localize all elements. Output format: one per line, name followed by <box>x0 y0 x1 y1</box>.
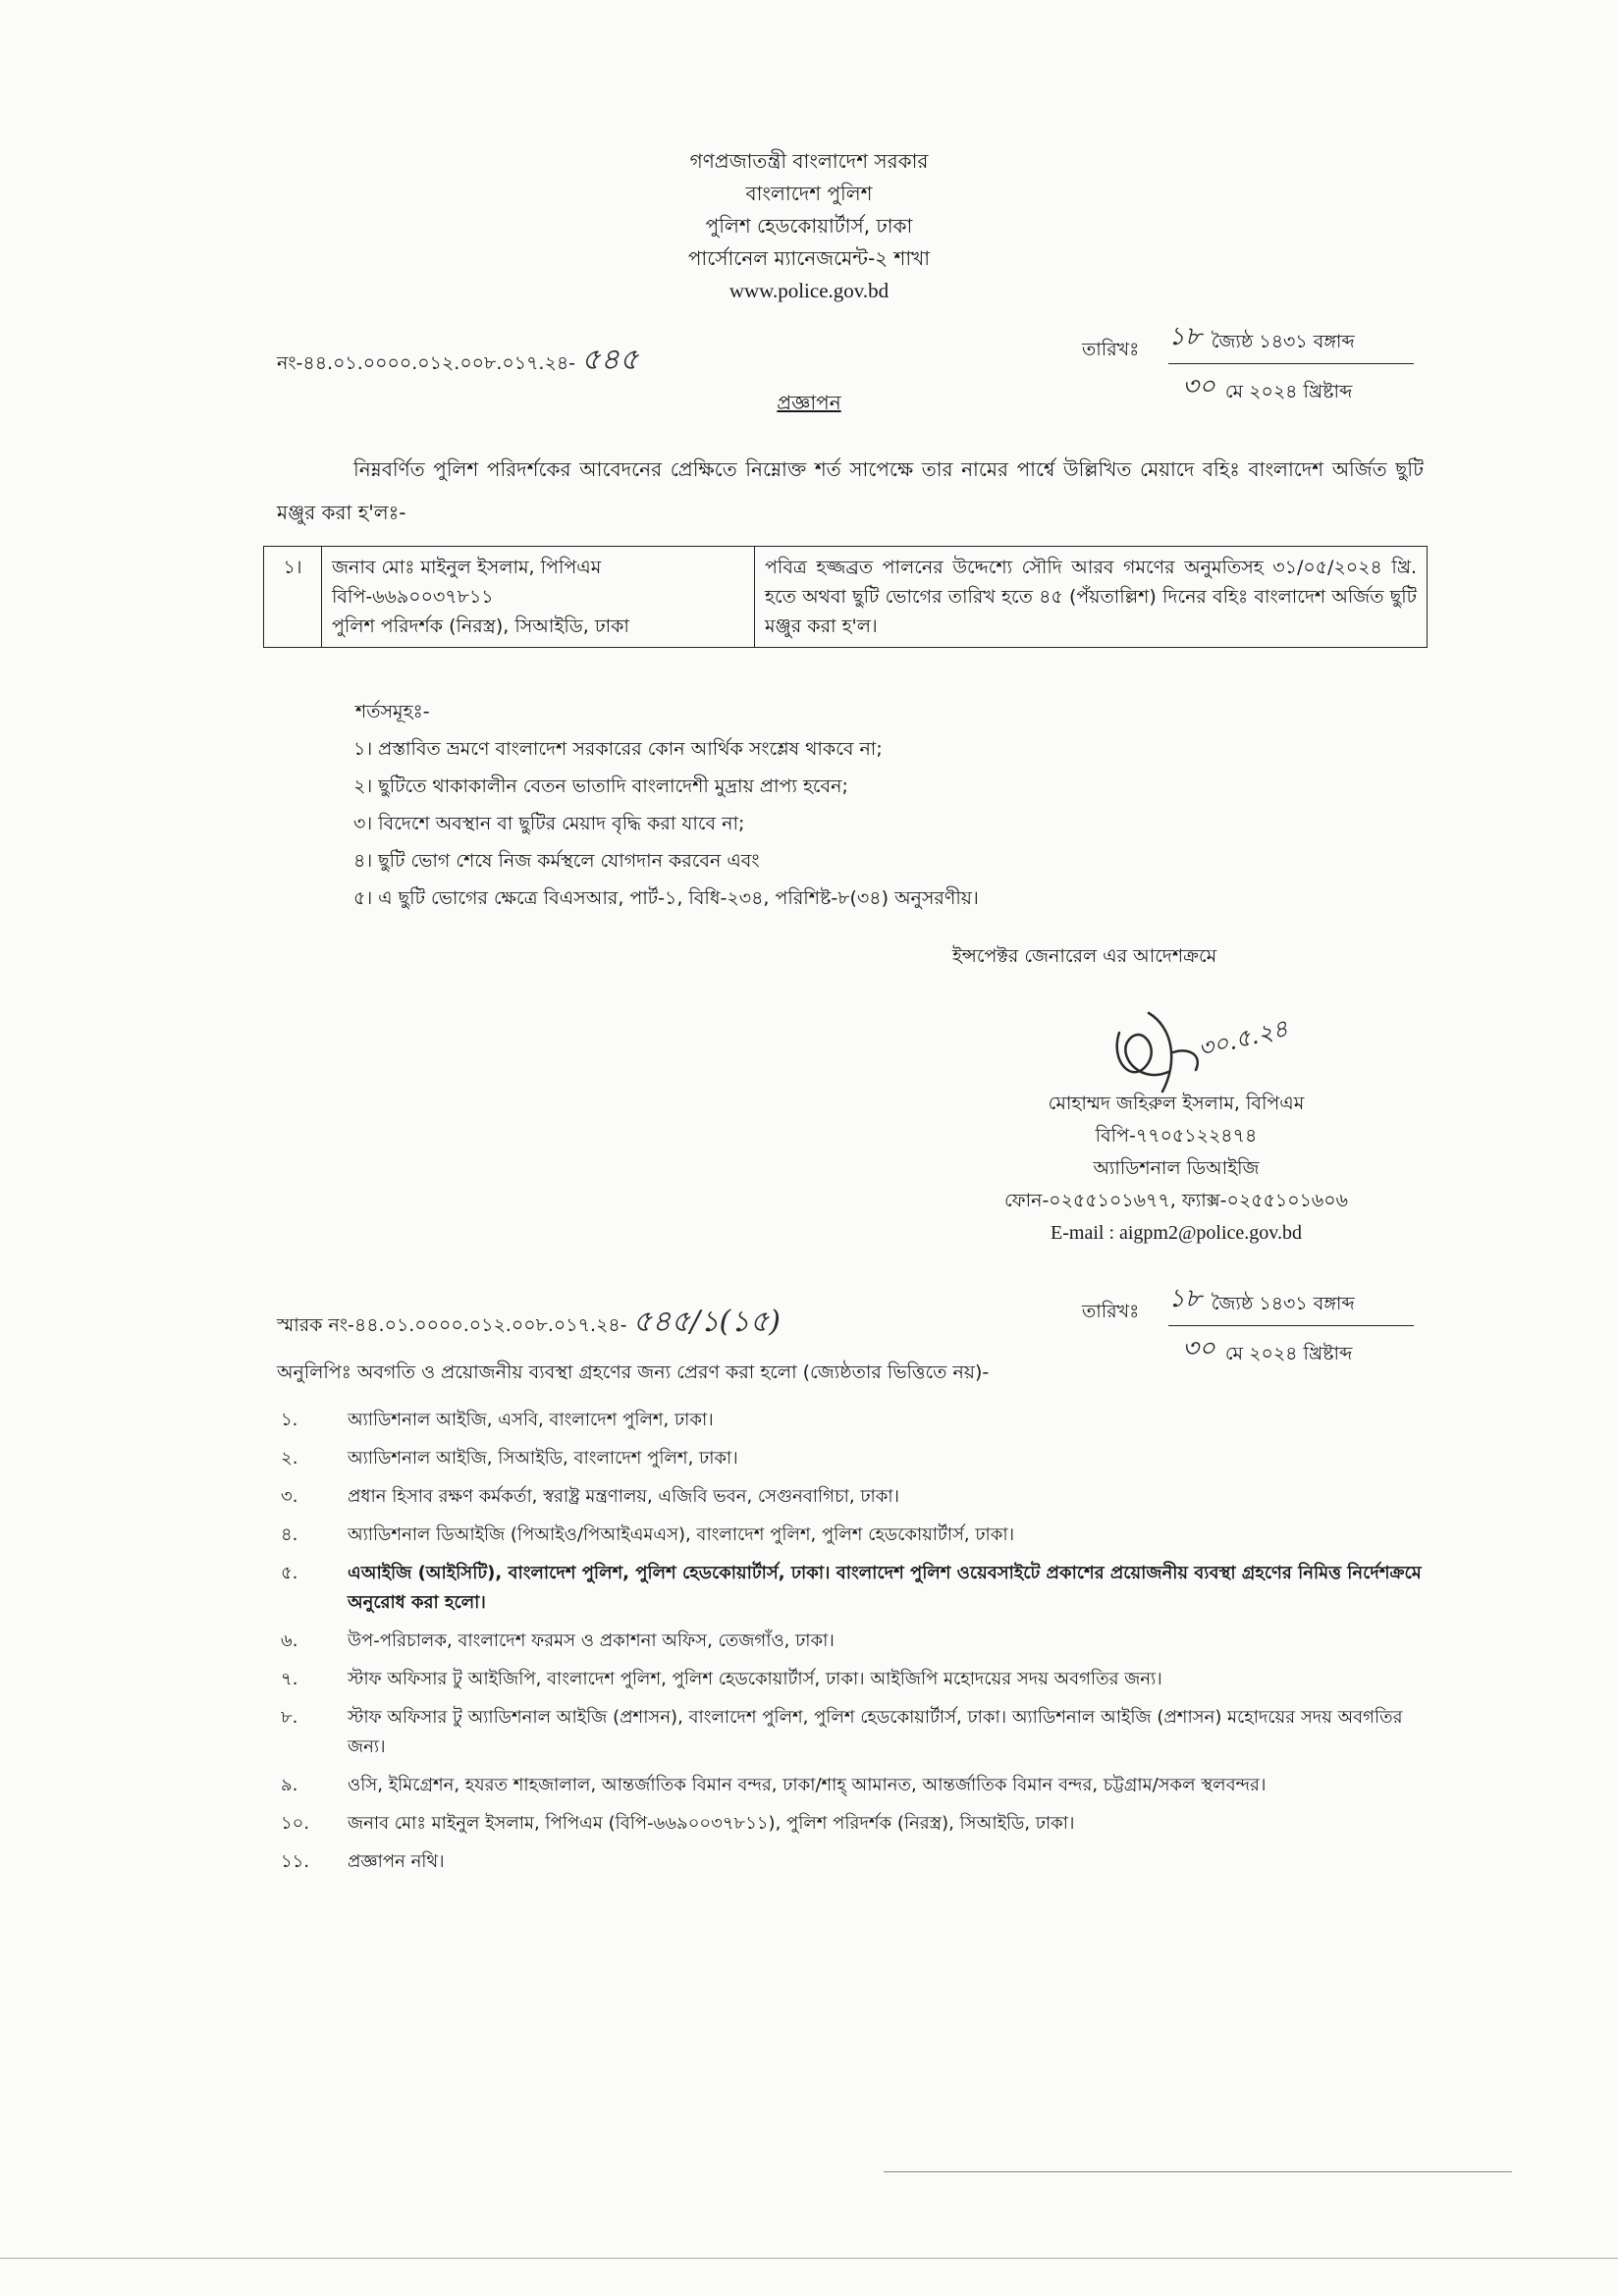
condition-item: ১। প্রস্তাবিত ভ্রমণে বাংলাদেশ সরকারের কোন আর্থিক সংশ্লেষ থাকবে না; <box>353 738 883 760</box>
cc-text: এআইজি (আইসিটি), বাংলাদেশ পুলিশ, পুলিশ হেডকোয়ার্টার্স, ঢাকা। বাংলাদেশ পুলিশ ওয়েবসাইটে প্রকাশের প্রয়োজনীয় ব্যবস্থা গ্রহণের নিমিত্ত নির্দেশক্রমে অনুরোধ করা হলো। <box>348 1563 1422 1613</box>
cc-number: ১১. <box>281 1851 310 1872</box>
letterhead <box>0 145 1618 307</box>
list-item <box>281 1627 1435 1656</box>
memo-date-label: তারিখঃ <box>1082 339 1140 360</box>
cc-text: অ্যাডিশনাল আইজি, এসবি, বাংলাদেশ পুলিশ, ঢাকা। <box>348 1410 714 1430</box>
cc-heading: অনুলিপিঃ অবগতি ও প্রয়োজনীয় ব্যবস্থা গ্রহণের জন্য প্রেরণ করা হলো (জ্যেষ্ঠতার ভিত্তিতে নয়)- <box>277 1362 990 1383</box>
cc-number: ৯. <box>281 1775 298 1795</box>
signature-mark <box>1080 993 1316 1101</box>
list-item <box>281 1771 1435 1800</box>
memo-bangla-month: জ্যৈষ্ঠ ১৪৩১ বঙ্গাব্দ <box>1211 331 1355 352</box>
smarok-handwritten-number: ৫৪৫/১(১৫) <box>632 1305 781 1339</box>
cc-text: উপ-পরিচালক, বাংলাদেশ ফরমস ও প্রকাশনা অফিস, তেজগাঁও, ঢাকা। <box>348 1630 835 1651</box>
cc-number: ২. <box>281 1448 298 1468</box>
list-item <box>281 1482 1435 1512</box>
list-item <box>281 1665 1435 1694</box>
signature-date: ৩০.৫.২৪ <box>1195 1014 1291 1063</box>
smarok-number-line <box>277 1298 781 1348</box>
list-item <box>281 1809 1435 1839</box>
cc-text: স্টাফ অফিসার টু আইজিপি, বাংলাদেশ পুলিশ, পুলিশ হেডকোয়ার্টার্স, ঢাকা। আইজিপি মহোদয়ের সদয় অবগতির জন্য। <box>348 1669 1162 1689</box>
memo-number-line <box>277 336 638 386</box>
section-name: পার্সোনেল ম্যানেজমেন্ট-২ শাখা <box>687 246 931 270</box>
smarok-english-day: ৩০ <box>1182 1334 1215 1363</box>
cc-list <box>281 1406 1435 1886</box>
memo-english-month: মে ২০২৪ খ্রিষ্টাব্দ <box>1224 381 1353 402</box>
order-serial: ১। <box>264 547 322 648</box>
signatory-name: মোহাম্মদ জহিরুল ইসলাম, বিপিএম <box>1048 1093 1305 1114</box>
cc-number: ৬. <box>281 1630 298 1651</box>
cc-text: ওসি, ইমিগ্রেশন, হযরত শাহজালাল, আন্তর্জাতিক বিমান বন্দর, ঢাকা/শাহ্ আমানত, আন্তর্জাতিক বিমান বন্দর, চট্টগ্রাম/সকল স্থলবন্দর। <box>348 1775 1267 1795</box>
smarok-bangla-month: জ্যৈষ্ঠ ১৪৩১ বঙ্গাব্দ <box>1211 1293 1355 1314</box>
date-divider <box>1168 1325 1414 1326</box>
signatory-block <box>990 1088 1363 1250</box>
smarok-date <box>1082 1278 1414 1371</box>
cc-text: প্রধান হিসাব রক্ষণ কর্মকর্তা, স্বরাষ্ট্র মন্ত্রণালয়, এজিবি ভবন, সেগুনবাগিচা, ঢাকা। <box>348 1486 899 1507</box>
scan-divider <box>884 2171 1512 2172</box>
list-item <box>281 1444 1435 1473</box>
memo-number: নং-৪৪.০১.০০০০.০১২.০০৮.০১৭.২৪- <box>277 352 576 374</box>
signatory-bp-number: বিপি-৭৭০৫১২২৪৭৪ <box>1095 1125 1258 1147</box>
order-table <box>263 546 1428 648</box>
cc-text: প্রজ্ঞাপন নথি। <box>348 1851 445 1872</box>
office-name: পুলিশ হেডকোয়ার্টার্স, ঢাকা <box>705 214 913 238</box>
cc-text: স্টাফ অফিসার টু অ্যাডিশনাল আইজি (প্রশাসন), বাংলাদেশ পুলিশ, পুলিশ হেডকোয়ার্টার্স, ঢাকা। অ্যাডিশনাল আইজি (প্রশাসন) মহোদয়ের সদয় অবগতির জন্য। <box>348 1707 1403 1757</box>
list-item <box>281 1521 1435 1550</box>
table-row <box>264 547 1428 648</box>
condition-item: ২। ছুটিতে থাকাকালীন বেতন ভাতাদি বাংলাদেশী মুদ্রায় প্রাপ্য হবেন; <box>353 775 848 797</box>
leave-details: পবিত্র হজ্জব্রত পালনের উদ্দেশ্যে সৌদি আরব গমণের অনুমতিসহ ৩১/০৫/২০২৪ খ্রি. হতে অথবা ছুটি ভোগের তারিখ হতে ৪৫ (পঁয়তাল্লিশ) দিনের বহিঃ বাংলাদেশ অর্জিত ছুটি মঞ্জুর করা হ'ল। <box>755 547 1428 648</box>
list-item <box>281 1406 1435 1435</box>
memo-handwritten-number: ৫৪৫ <box>581 343 639 377</box>
cc-number: ৮. <box>281 1707 298 1728</box>
cc-text: অ্যাডিশনাল আইজি, সিআইডি, বাংলাদেশ পুলিশ, ঢাকা। <box>348 1448 738 1468</box>
smarok-english-month: মে ২০২৪ খ্রিষ্টাব্দ <box>1224 1343 1353 1364</box>
government-name: গণপ্রজাতন্ত্রী বাংলাদেশ সরকার <box>689 149 929 173</box>
notification-title: প্রজ্ঞাপন <box>777 391 841 414</box>
smarok-number: স্মারক নং-৪৪.০১.০০০০.০১২.০০৮.০১৭.২৪- <box>277 1314 627 1336</box>
cc-number: ১০. <box>281 1813 310 1834</box>
cc-number: ৪. <box>281 1524 298 1545</box>
list-item <box>281 1559 1435 1618</box>
cc-number: ৩. <box>281 1486 298 1507</box>
condition-item: ৫। এ ছুটি ভোগের ক্ষেত্রে বিএসআর, পার্ট-১, বিধি-২৩৪, পরিশিষ্ট-৮(৩৪) অনুসরণীয়। <box>353 887 979 909</box>
department-name: বাংলাদেশ পুলিশ <box>745 182 873 205</box>
conditions-section <box>353 693 979 917</box>
signatory-phone: ফোন-০২৫৫১০১৬৭৭, ফ্যাক্স-০২৫৫১০১৬০৬ <box>1004 1190 1348 1211</box>
signatory-email[interactable]: E-mail : aigpm2@police.gov.bd <box>1051 1222 1302 1244</box>
cc-number: ১. <box>281 1410 298 1430</box>
cc-number: ৫. <box>281 1563 298 1583</box>
officer-name: জনাব মোঃ মাইনুল ইসলাম, পিপিএম <box>332 557 602 578</box>
condition-item: ৩। বিদেশে অবস্থান বা ছুটির মেয়াদ বৃদ্ধি করা যাবে না; <box>353 813 745 834</box>
cc-number: ৭. <box>281 1669 298 1689</box>
smarok-date-label: তারিখঃ <box>1082 1301 1140 1322</box>
signatory-designation: অ্যাডিশনাল ডিআইজি <box>1093 1157 1260 1179</box>
list-item <box>281 1847 1435 1877</box>
date-divider <box>1168 363 1414 364</box>
memo-english-day: ৩০ <box>1182 372 1215 401</box>
cc-text: অ্যাডিশনাল ডিআইজি (পিআইও/পিআইএমএস), বাংলাদেশ পুলিশ, পুলিশ হেডকোয়ার্টার্স, ঢাকা। <box>348 1524 1015 1545</box>
officer-bp-number: বিপি-৬৬৯০০৩৭৮১১ <box>332 586 494 608</box>
memo-bangla-day: ১৮ <box>1168 322 1202 351</box>
website-link[interactable]: www.police.gov.bd <box>728 279 890 302</box>
cc-text: জনাব মোঃ মাইনুল ইসলাম, পিপিএম (বিপি-৬৬৯০০৩৭৮১১), পুলিশ পরিদর্শক (নিরস্ত্র), সিআইডি, ঢাকা। <box>348 1813 1075 1834</box>
officer-cell <box>322 547 755 648</box>
officer-designation: পুলিশ পরিদর্শক (নিরস্ত্র), সিআইডি, ঢাকা <box>332 615 629 637</box>
order-authority: ইন্সপেক্টর জেনারেল এর আদেশক্রমে <box>952 945 1217 967</box>
intro-paragraph: নিম্নবর্ণিত পুলিশ পরিদর্শকের আবেদনের প্রেক্ষিতে নিম্নোক্ত শর্ত সাপেক্ষে তার নামের পার্শ্বে উল্লিখিত মেয়াদে বহিঃ বাংলাদেশ অর্জিত ছুটি মঞ্জুর করা হ'লঃ- <box>277 457 1424 524</box>
scan-edge <box>0 2258 1618 2259</box>
conditions-heading: শর্তসমূহঃ- <box>355 701 430 722</box>
smarok-bangla-day: ১৮ <box>1168 1284 1202 1313</box>
list-item <box>281 1703 1435 1762</box>
condition-item: ৪। ছুটি ভোগ শেষে নিজ কর্মস্থলে যোগদান করবেন এবং <box>353 850 760 872</box>
